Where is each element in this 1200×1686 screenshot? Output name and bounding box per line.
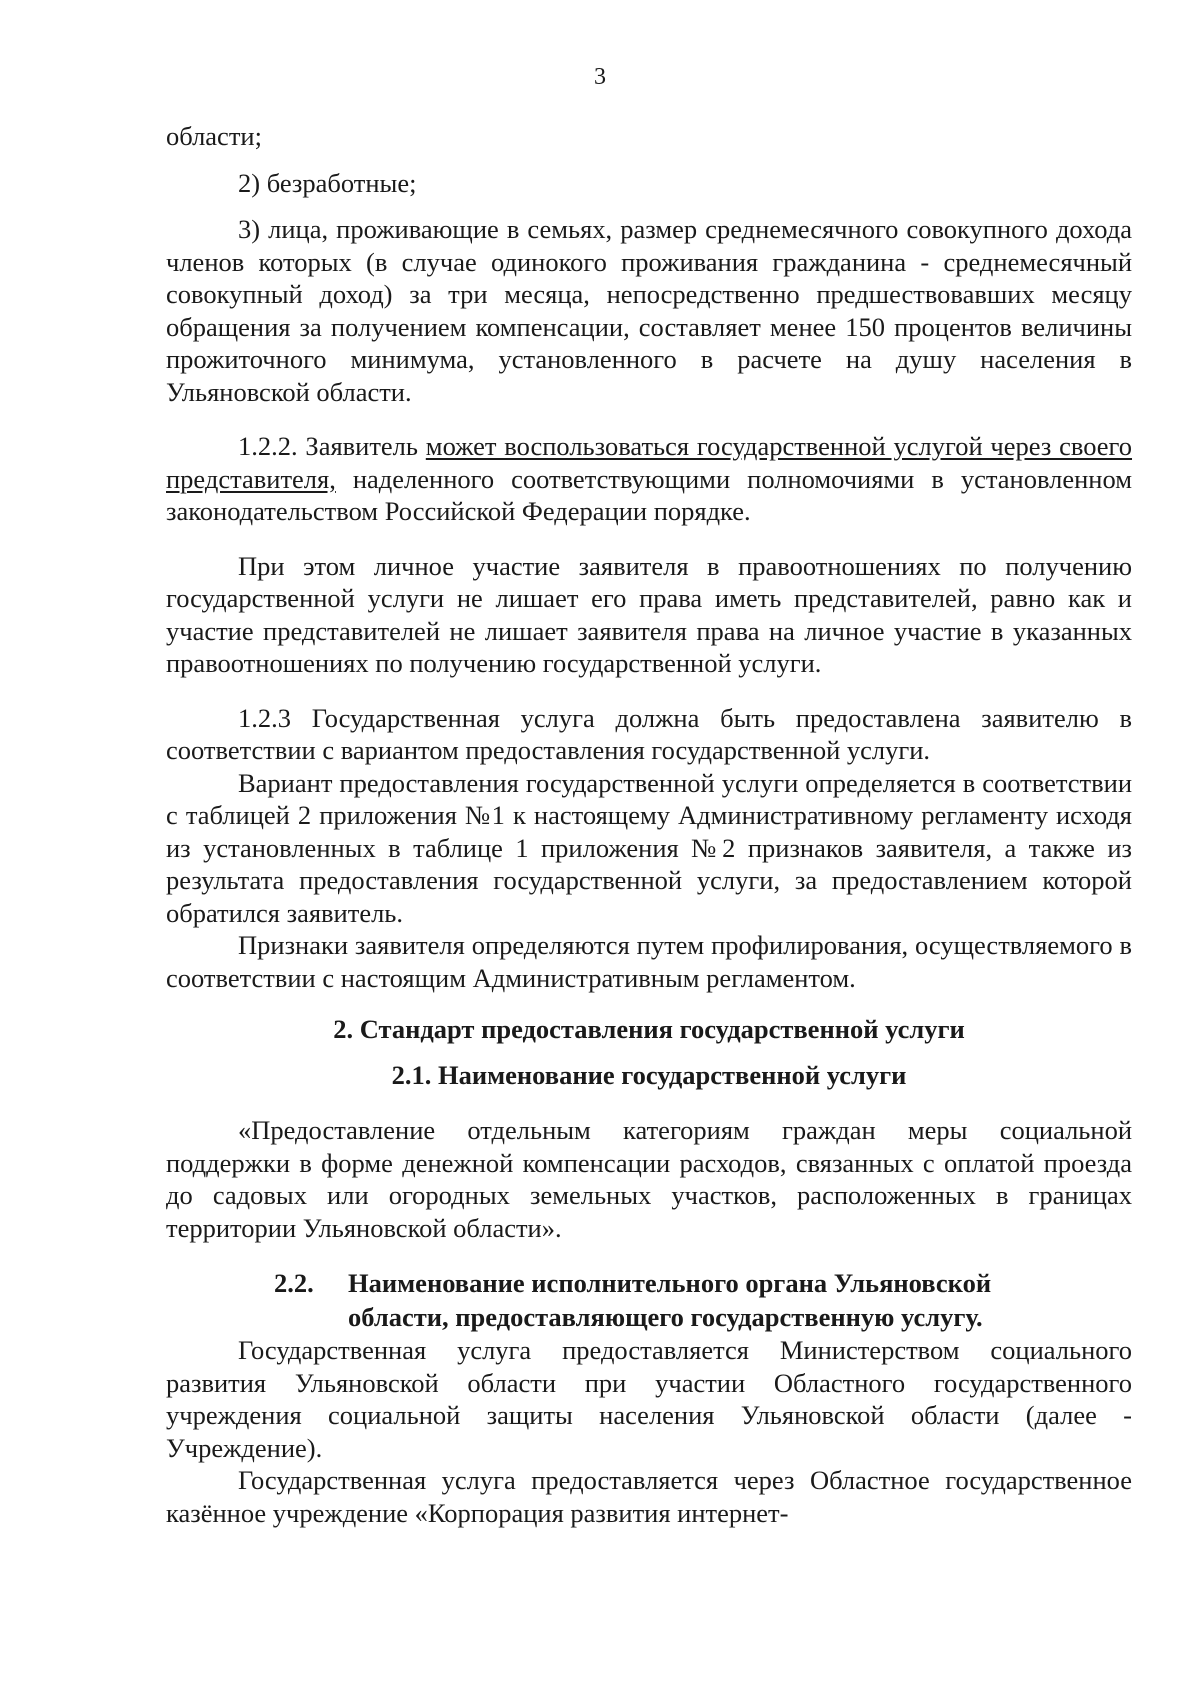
- paragraph-1-2-2-suffix: наделенного соответствующими полномочиями в установленном законодательством Российской Федерации порядке.: [166, 463, 1132, 526]
- paragraph-service-name: «Предоставление отдельным категориям граждан меры социальной поддержки в форме денежной компенсации расходов, связанных с оплатой проезда до садовых или огородных земельных участков, расположенных в границах территории Ульяновской области».: [166, 1115, 1132, 1243]
- paragraph-personal-participation: При этом личное участие заявителя в правоотношениях по получению государственной услуги не лишает его права иметь представителей, равно как и участие представителей не лишает заявителя права на личное участие в указанных правоотношениях по получению государственной услуги.: [166, 550, 1132, 678]
- paragraph-applicant-signs: Признаки заявителя определяются путем профилирования, осуществляемого в соответствии с настоящим Административным регламентом.: [166, 930, 1132, 993]
- paragraph-variant: Вариант предоставления государственной услуги определяется в соответствии с таблицей 2 приложения №1 к настоящему Административному регламенту исходя из установленных в таблице 1 приложения №2 признаков заявителя, а также из результата предоставления государственной услуги, за предоставлением которой обратился заявитель.: [166, 767, 1132, 928]
- page-number: 3: [594, 64, 606, 90]
- heading-section-2-2-number: 2.2.: [274, 1268, 314, 1298]
- paragraph-corporation: Государственная услуга предоставляется через Областное государственное казённое учреждение «Корпорация развития интернет-: [166, 1465, 1132, 1528]
- list-item-unemployed: 2) безработные;: [238, 167, 417, 198]
- paragraph-oblasti: области;: [166, 121, 262, 151]
- document-body: [166, 120, 1132, 1529]
- heading-section-2-2: [166, 1266, 1132, 1334]
- heading-section-2-1: 2.1. Наименование государственной услуги: [391, 1060, 907, 1090]
- paragraph-1-2-2: [166, 430, 1132, 528]
- heading-section-2-2-text: Наименование исполнительного органа Ульяновской области, предоставляющего государственную услугу.: [348, 1268, 992, 1332]
- list-item-low-income: 3) лица, проживающие в семьях, размер среднемесячного совокупного дохода членов которых (в случае одинокого проживания гражданина - среднемесячный совокупный доход) за три месяца, непосредственно предшествовавших месяцу обращения за получением компенсации, составляет менее 150 процентов величины прожиточного минимума, установленного в расчете на душу населения в Ульяновской области.: [166, 214, 1132, 407]
- paragraph-1-2-2-prefix: 1.2.2. Заявитель: [238, 431, 426, 461]
- paragraph-ministry: Государственная услуга предоставляется Министерством социального развития Ульяновской области при участии Областного государственного учреждения социальной защиты населения Ульяновской области (далее - Учреждение).: [166, 1335, 1132, 1463]
- heading-section-2: 2. Стандарт предоставления государственной услуги: [333, 1014, 965, 1044]
- paragraph-1-2-2-underlined: может воспользоваться государственной услугой через своего представителя,: [166, 431, 1133, 494]
- paragraph-1-2-3: 1.2.3 Государственная услуга должна быть предоставлена заявителю в соответствии с вариантом предоставления государственной услуги.: [166, 702, 1132, 765]
